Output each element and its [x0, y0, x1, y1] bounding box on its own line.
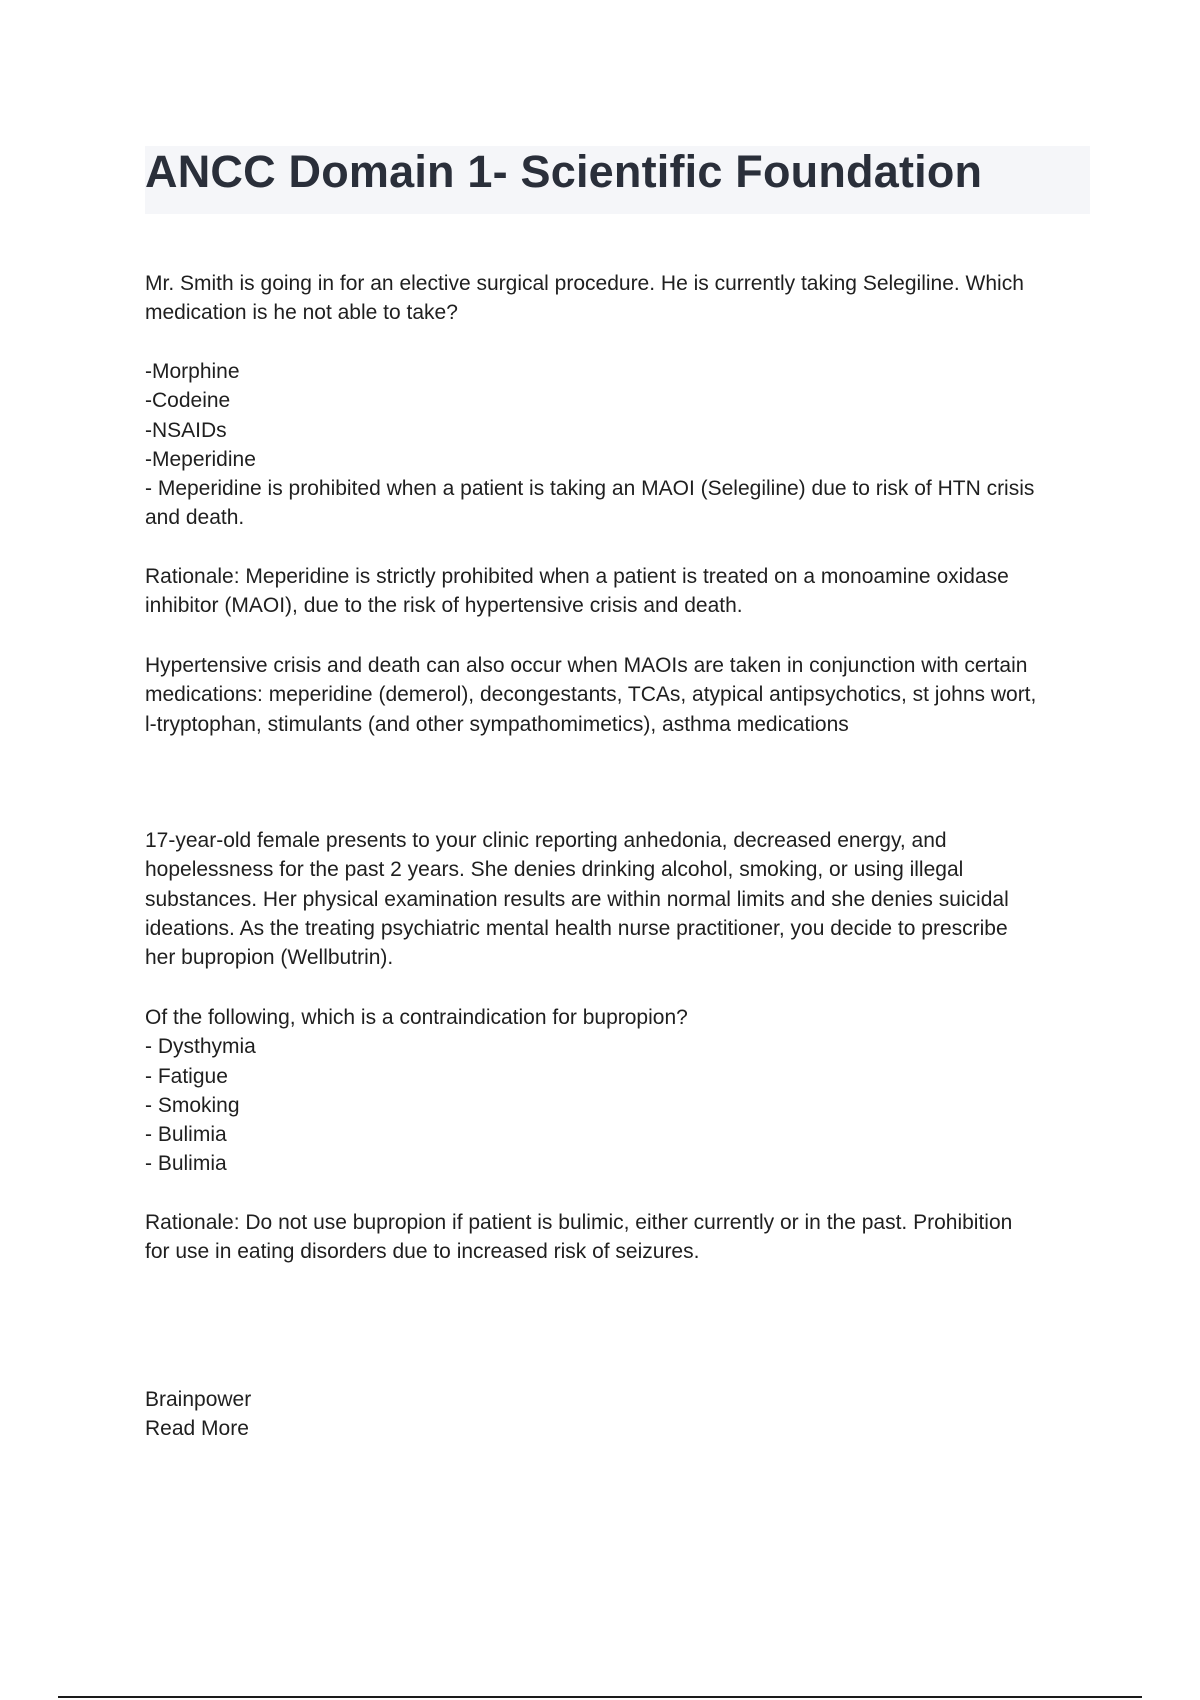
q1-extra-note	[145, 651, 1090, 739]
q1-extra-line: medications: meperidine (demerol), decongestants, TCAs, atypical antipsychotics, st johns wort,	[145, 683, 1037, 707]
q1-option: -Meperidine	[145, 447, 256, 471]
q1-extra-line: l-tryptophan, stimulants (and other sympathomimetics), asthma medications	[145, 712, 849, 736]
q1-stem-line: medication is he not able to take?	[145, 301, 458, 325]
read-more-link[interactable]: Read More	[145, 1417, 249, 1441]
q1-stem	[145, 269, 1090, 328]
q2-stem-line: 17-year-old female presents to your clinic reporting anhedonia, decreased energy, and	[145, 829, 947, 852]
q2-option: - Smoking	[145, 1093, 240, 1117]
q1-answer-line: and death.	[145, 506, 245, 530]
q2-option: - Fatigue	[145, 1064, 228, 1088]
q2-option: - Dysthymia	[145, 1035, 256, 1059]
page-title: ANCC Domain 1- Scientific Foundation	[145, 146, 983, 197]
q1-rationale-line: inhibitor (MAOI), due to the risk of hypertensive crisis and death.	[145, 594, 743, 618]
q1-stem-line: Mr. Smith is going in for an elective surgical procedure. He is currently taking Selegiline. Which	[145, 272, 1024, 295]
q2-stem-line: her bupropion (Wellbutrin).	[145, 946, 394, 970]
q2-stem-line: substances. Her physical examination results are within normal limits and she denies suicidal	[145, 887, 1009, 911]
q1-extra-line: Hypertensive crisis and death can also occur when MAOIs are taken in conjunction with certain	[145, 654, 1028, 677]
q2-stem-line: hopelessness for the past 2 years. She denies drinking alcohol, smoking, or using illegal	[145, 858, 964, 882]
q1-answer-line: - Meperidine is prohibited when a patient is taking an MAOI (Selegiline) due to risk of HTN crisis	[145, 477, 1035, 501]
q2-question	[145, 1003, 1090, 1179]
bottom-divider	[58, 1696, 1142, 1698]
q2-stem-line: ideations. As the treating psychiatric mental health nurse practitioner, you decide to prescribe	[145, 916, 1008, 940]
brand-name: Brainpower	[145, 1388, 252, 1411]
q1-option: -Codeine	[145, 389, 231, 413]
q2-rationale-line: Rationale: Do not use bupropion if patient is bulimic, either currently or in the past. Prohibition	[145, 1211, 1013, 1234]
q2-rationale	[145, 1208, 1090, 1267]
q1-option: -NSAIDs	[145, 418, 227, 442]
q1-rationale-line: Rationale: Meperidine is strictly prohibited when a patient is treated on a monoamine oxidase	[145, 565, 1009, 588]
q1-option: -Morphine	[145, 360, 240, 383]
q2-option: - Bulimia	[145, 1123, 227, 1147]
q2-answer: - Bulimia	[145, 1152, 227, 1176]
footer-block	[145, 1385, 1090, 1444]
q1-rationale	[145, 562, 1090, 621]
q2-rationale-line: for use in eating disorders due to increased risk of seizures.	[145, 1240, 700, 1264]
q1-options	[145, 357, 1090, 533]
q2-question-line: Of the following, which is a contraindication for bupropion?	[145, 1006, 688, 1029]
q2-stem	[145, 826, 1090, 972]
